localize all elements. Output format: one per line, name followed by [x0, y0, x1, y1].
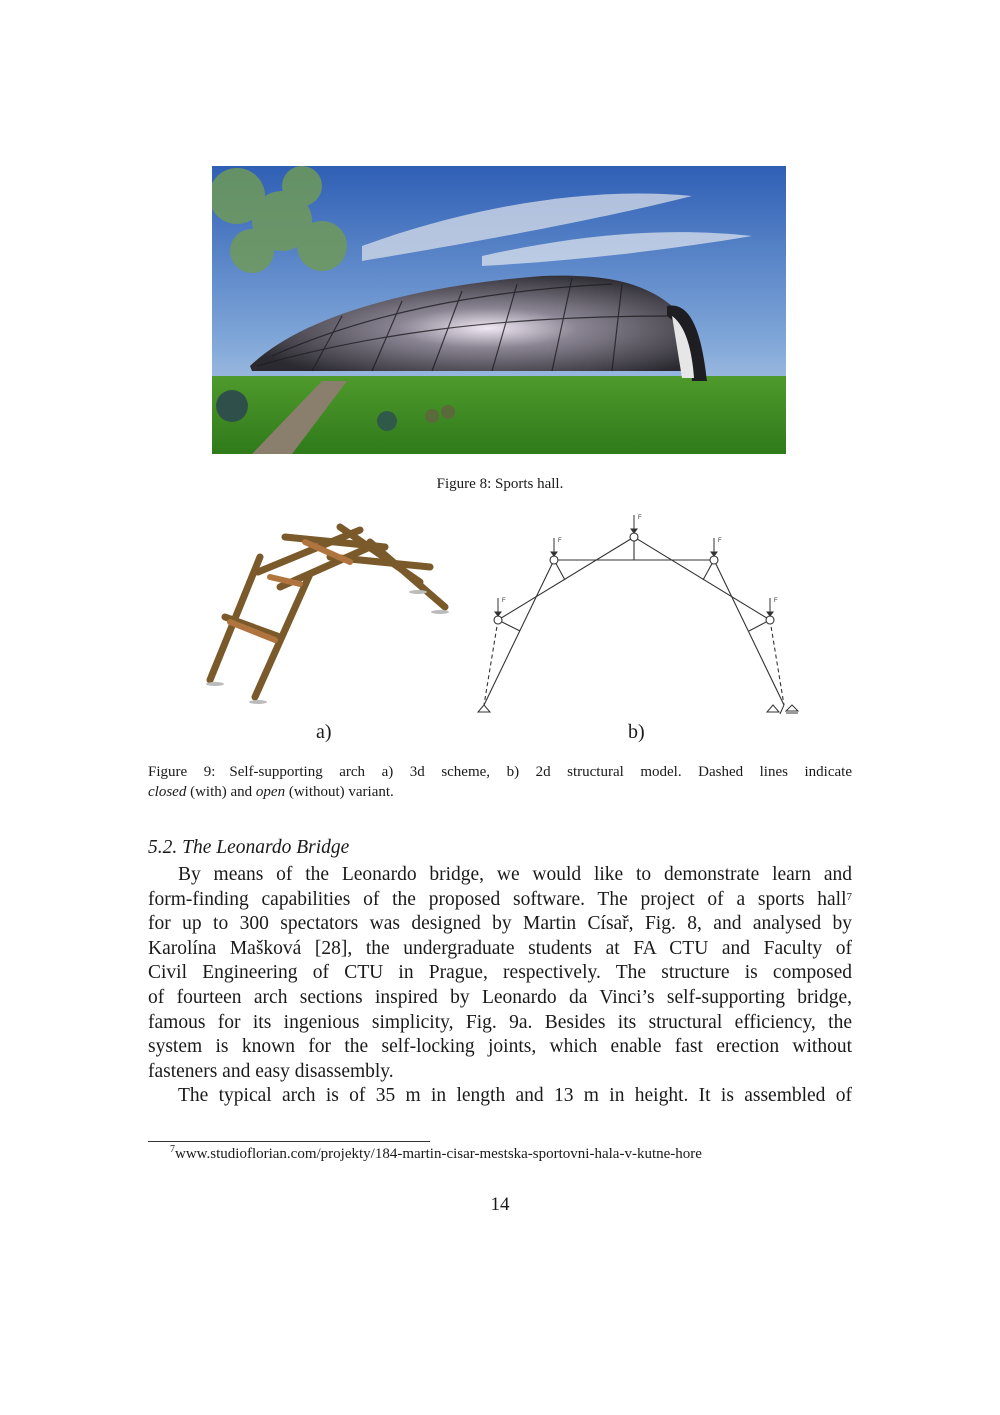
body-line: The typical arch is of 35 m in length and 13 m in height. It is assembled of [178, 1085, 852, 1107]
body-line [148, 888, 852, 913]
footnote-mark: 7 [170, 1144, 175, 1155]
body-line: of fourteen arch sections inspired by Leonardo da Vinci’s self-supporting bridge, [148, 986, 852, 1008]
caption-closed: closed [148, 784, 187, 800]
page-number: 14 [490, 1194, 510, 1215]
footnote-ref[interactable]: 7 [846, 890, 852, 903]
force-label: F [718, 538, 722, 544]
footnote-rule [148, 1141, 430, 1142]
figure-9b-label: b) [628, 721, 645, 743]
figure-9a-label: a) [316, 721, 332, 743]
arch-structural-model [470, 505, 810, 720]
figure-9-caption-text: Self-supporting arch a) 3d scheme, b) 2d structural model. Dashed lines indicate [229, 764, 852, 780]
body-line: for up to 300 spectators was designed by Martin Císař, Fig. 8, and analysed by [148, 913, 852, 935]
caption-open: open [255, 784, 286, 800]
body-line: famous for its ingenious simplicity, Fig. 9a. Besides its structural efficiency, the [148, 1011, 852, 1033]
caption-end: (without) variant. [285, 784, 394, 800]
force-label: F [638, 515, 642, 521]
leonardo-arch-3d-image [200, 512, 460, 712]
footnote-url[interactable]: www.studioflorian.com/projekty/184-martin-cisar-mestska-sportovni-hala-v-kutne-hore [175, 1146, 702, 1162]
body-line: Karolína Mašková [28], the undergraduate students at FA CTU and Faculty of [148, 937, 852, 959]
section-title: 5.2. The Leonardo Bridge [148, 837, 350, 858]
caption-mid: (with) and [186, 784, 256, 800]
body-line: Civil Engineering of CTU in Prague, respectively. The structure is composed [148, 962, 852, 984]
force-label: F [502, 598, 506, 604]
sports-hall-image [212, 166, 786, 454]
figure-9-caption [148, 762, 852, 802]
figure-8-caption: Figure 8: Sports hall. [436, 476, 564, 492]
force-label: F [774, 598, 778, 604]
sports-hall-photo [212, 166, 786, 454]
body-line: By means of the Leonardo bridge, we would like to demonstrate learn and [178, 864, 852, 885]
support-icon [478, 705, 798, 714]
body-line-text: form-finding capabilities of the proposed software. The project of a sports hall [148, 888, 847, 910]
body-line: system is known for the self-locking joints, which enable fast erection without [148, 1036, 852, 1058]
leonardo-arch-3d [200, 512, 460, 712]
force-label: F [558, 538, 562, 544]
body-text [148, 863, 852, 1109]
body-line: fasteners and easy disassembly. [148, 1060, 394, 1082]
footnote [170, 1146, 702, 1163]
figure-9-caption-label: Figure 9: [148, 764, 216, 780]
arch-structural-model-diagram [470, 505, 810, 720]
